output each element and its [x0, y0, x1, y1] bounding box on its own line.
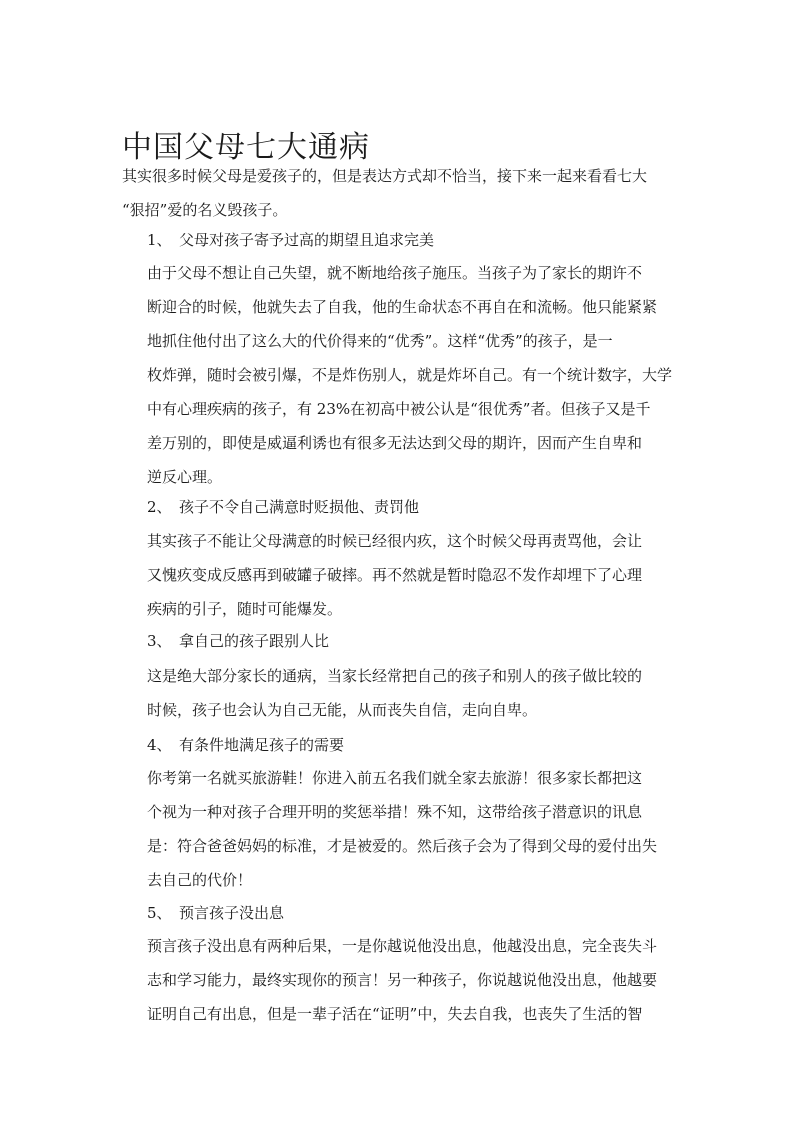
section-paragraph-4: [147, 761, 682, 897]
intro-line: 其实很多时候父母是爱孩子的，但是表达方式却不恰当，接下来一起来看看七大: [122, 167, 648, 185]
section-heading-1: [147, 229, 434, 251]
paragraph-line: 逆反心理。: [147, 468, 223, 486]
intro-paragraph: [122, 159, 682, 227]
paragraph-line: 中有心理疾病的孩子，有 23%在初高中被公认是“很优秀”者。但孩子又是千: [147, 400, 651, 418]
section-heading-5: [147, 902, 284, 924]
intro-line: “狠招”爱的名义毁孩子。: [122, 201, 288, 219]
section-heading-text: 预言孩子没出息: [179, 904, 285, 922]
paragraph-line: 断迎合的时候，他就失去了自我，他的生命状态不再自在和流畅。他只能紧紧: [147, 298, 658, 316]
section-paragraph-3: [147, 659, 682, 727]
section-heading-2: [147, 496, 419, 518]
section-number: 5、: [147, 904, 172, 922]
paragraph-line: 志和学习能力，最终实现你的预言！另一种孩子，你说越说他没出息，他越要: [147, 971, 658, 989]
paragraph-line: 地抓住他付出了这么大的代价得来的“优秀”。这样“优秀”的孩子，是一: [147, 332, 613, 350]
paragraph-line: 由于父母不想让自己失望，就不断地给孩子施压。当孩子为了家长的期许不: [147, 264, 643, 282]
paragraph-line: 其实孩子不能让父母满意的时候已经很内疚，这个时候父母再责骂他，会让: [147, 532, 643, 550]
paragraph-line: 预言孩子没出息有两种后果，一是你越说他没出息，他越没出息，完全丧失斗: [147, 937, 658, 955]
paragraph-line: 是：符合爸爸妈妈的标准，才是被爱的。然后孩子会为了得到父母的爱付出失: [147, 837, 658, 855]
document-title: 中国父母七大通病: [122, 130, 370, 166]
paragraph-line: 差万别的，即使是威逼利诱也有很多无法达到父母的期许，因而产生自卑和: [147, 434, 643, 452]
section-paragraph-5: [147, 929, 682, 1031]
section-number: 1、: [147, 231, 172, 249]
section-heading-text: 父母对孩子寄予过高的期望且追求完美: [179, 231, 435, 249]
section-number: 3、: [147, 632, 172, 650]
section-number: 4、: [147, 736, 172, 754]
paragraph-line: 证明自己有出息，但是一辈子活在“证明”中，失去自我，也丧失了生活的智: [147, 1005, 643, 1023]
paragraph-line: 又愧疚变成反感再到破罐子破摔。再不然就是暂时隐忍不发作却埋下了心理: [147, 566, 643, 584]
section-heading-text: 拿自己的孩子跟别人比: [179, 632, 330, 650]
section-number: 2、: [147, 498, 172, 516]
section-paragraph-2: [147, 524, 682, 626]
section-heading-3: [147, 630, 329, 652]
paragraph-line: 你考第一名就买旅游鞋！你进入前五名我们就全家去旅游！很多家长都把这: [147, 769, 643, 787]
paragraph-line: 枚炸弹，随时会被引爆，不是炸伤别人，就是炸坏自己。有一个统计数字，大学: [147, 366, 673, 384]
paragraph-line: 去自己的代价！: [147, 871, 253, 889]
section-heading-4: [147, 734, 344, 756]
paragraph-line: 时候，孩子也会认为自己无能，从而丧失自信，走向自卑。: [147, 701, 538, 719]
paragraph-line: 疾病的引子，随时可能爆发。: [147, 600, 343, 618]
paragraph-line: 个视为一种对孩子合理开明的奖惩举措！殊不知，这带给孩子潜意识的讯息: [147, 803, 643, 821]
paragraph-line: 这是绝大部分家长的通病，当家长经常把自己的孩子和别人的孩子做比较的: [147, 667, 643, 685]
section-heading-text: 孩子不令自己满意时贬损他、责罚他: [179, 498, 420, 516]
section-paragraph-1: [147, 256, 682, 494]
section-heading-text: 有条件地满足孩子的需要: [179, 736, 345, 754]
